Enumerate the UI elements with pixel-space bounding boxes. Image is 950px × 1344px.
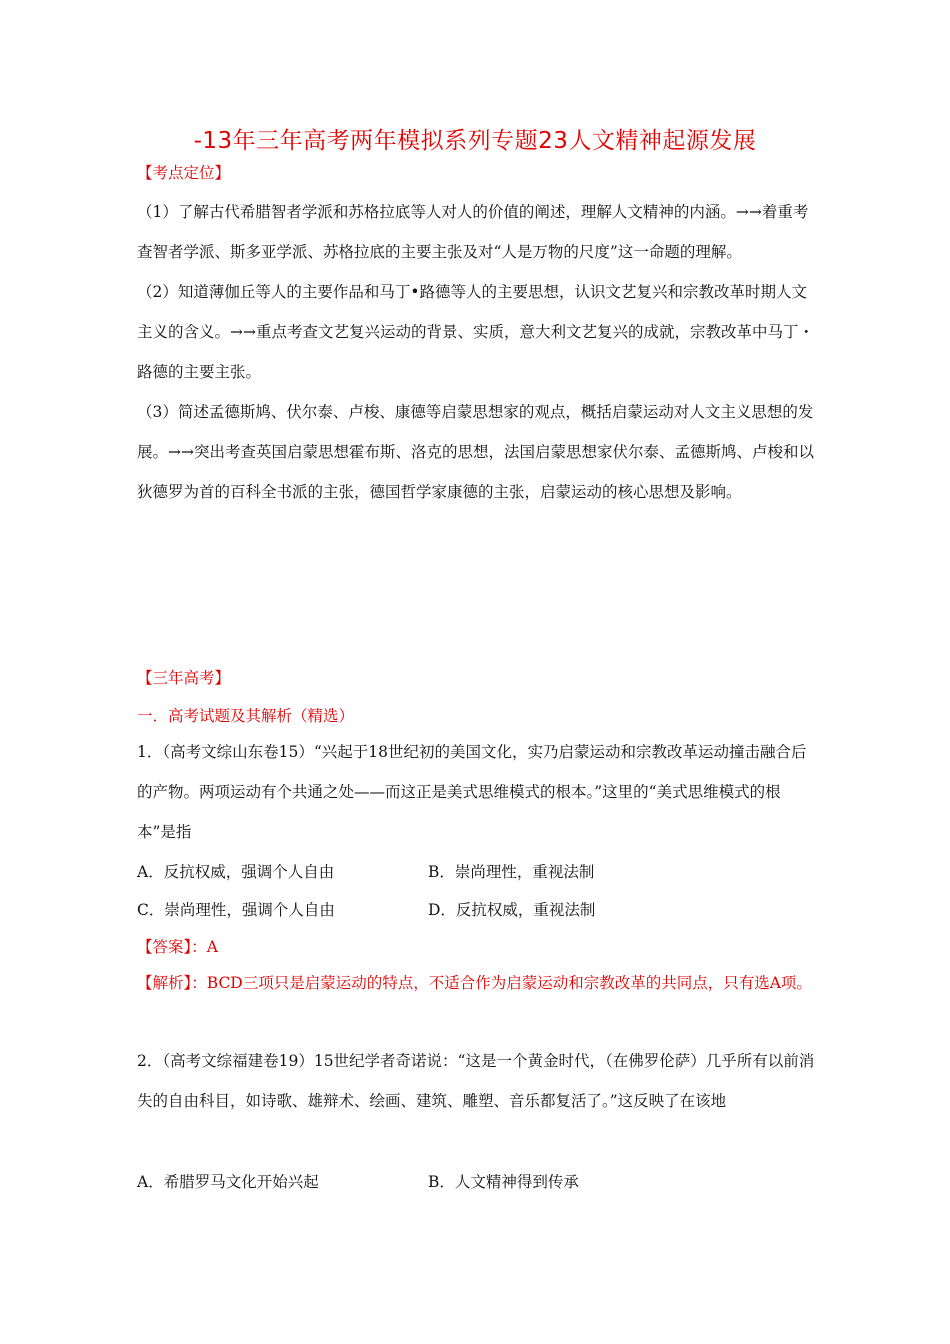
q1-option-d: D．反抗权威，重视法制 <box>428 901 596 919</box>
q2-option-b: B．人文精神得到传承 <box>428 1173 579 1191</box>
analysis-text: BCD三项只是启蒙运动的特点，不适合作为启蒙运动和宗教改革的共同点，只有选A项。 <box>206 974 812 992</box>
q2-option-a: A．希腊罗马文化开始兴起 <box>137 1173 319 1191</box>
answer-value: A <box>206 938 218 956</box>
q1-answer <box>137 935 817 957</box>
section-subheader: 一．高考试题及其解析（精选） <box>137 707 355 725</box>
section-header-exam-points: 【考点定位】 <box>137 164 231 182</box>
exam-points-block <box>137 192 817 512</box>
q1-option-a: A．反抗权威，强调个人自由 <box>137 863 335 881</box>
exam-point-1: （1）了解古代希腊智者学派和苏格拉底等人对人的价值的阐述，理解人文精神的内涵。→→着重考查智者学派、斯多亚学派、苏格拉底的主要主张及对“人是万物的尺度”这一命题的理解。 <box>137 203 809 261</box>
question-1-stem: 1．（高考文综山东卷15）“兴起于18世纪初的美国文化，实乃启蒙运动和宗教改革运动撞击融合后的产物。两项运动有个共通之处——而这正是美式思维模式的根本。”这里的“美式思维模式的根本”是指 <box>137 743 807 841</box>
section-header-three-years: 【三年高考】 <box>137 669 231 687</box>
answer-label: 【答案】： <box>137 938 207 956</box>
question-2-stem: 2．（高考文综福建卷19）15世纪学者奇诺说：“这是一个黄金时代，（在佛罗伦萨）几乎所有以前消失的自由科目，如诗歌、雄辩术、绘画、建筑、雕塑、音乐都复活了。”这反映了在该地 <box>137 1052 815 1110</box>
page-title: -13年三年高考两年模拟系列专题23人文精神起源发展 <box>193 128 757 154</box>
analysis-label: 【解析】： <box>137 974 207 992</box>
q1-option-c: C．崇尚理性，强调个人自由 <box>137 901 335 919</box>
exam-point-3: （3）简述孟德斯鸠、伏尔泰、卢梭、康德等启蒙思想家的观点，概括启蒙运动对人文主义思想的发展。→→突出考查英国启蒙思想霍布斯、洛克的思想，法国启蒙思想家伏尔泰、孟德斯鸠、卢梭和以狄德罗为首的百科全书派的主张，德国哲学家康德的主张，启蒙运动的核心思想及影响。 <box>137 403 814 501</box>
exam-point-2: （2）知道薄伽丘等人的主要作品和马丁•路德等人的主要思想，认识文艺复兴和宗教改革时期人文主义的含义。→→重点考查文艺复兴运动的背景、实质，意大利文艺复兴的成就，宗教改革中马丁・路德的主要主张。 <box>137 283 814 381</box>
q1-analysis <box>137 963 817 1003</box>
q1-option-b: B．崇尚理性，重视法制 <box>428 863 595 881</box>
